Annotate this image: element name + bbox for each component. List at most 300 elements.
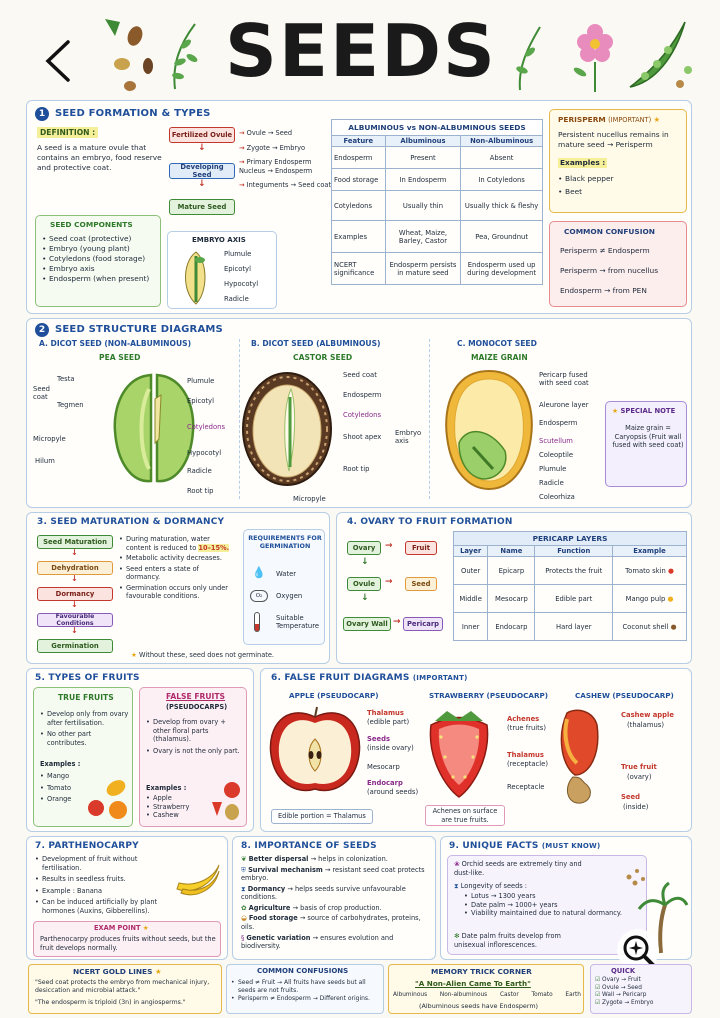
list-item: • Perisperm ≠ Endosperm → Different origins. <box>231 995 381 1003</box>
cell-text: Coconut shell <box>622 622 669 631</box>
mem-word: Castor <box>499 992 519 998</box>
label-epicotyl: Epicotyl <box>187 397 214 405</box>
exam-title: EXAM POINT <box>94 924 141 932</box>
divider <box>429 339 430 499</box>
down-arrow-icon: ↓ <box>198 143 206 153</box>
flow-seed: Seed <box>405 577 437 591</box>
table-header: Albuminous <box>385 136 461 147</box>
label-plumule: Plumule <box>539 465 567 473</box>
flow-fertilized-ovule: Fertilized Ovule <box>169 127 235 143</box>
quick-item: Ovary → Fruit <box>602 977 641 983</box>
back-icon[interactable] <box>36 36 76 86</box>
strawberry-title: STRAWBERRY (PSEUDOCARP) <box>429 691 549 700</box>
flow-dehydration: Dehydration <box>37 561 113 575</box>
req-oxygen: Oxygen <box>276 592 303 600</box>
table-row <box>332 221 543 253</box>
table-cell: Protects the fruit <box>535 557 613 585</box>
check-icon: ☑ <box>595 992 601 999</box>
list-item: • Beet <box>558 187 614 197</box>
list-item: • Cotyledons (food storage) <box>42 254 160 264</box>
section-ovary-fruit <box>336 512 692 664</box>
diagram-a-sub: PEA SEED <box>99 353 141 362</box>
check-icon: ☑ <box>595 999 601 1006</box>
section-false-fruit-diagrams <box>260 668 692 832</box>
definition-text: A seed is a mature ovule that contains an embryo, food reserve and protective coat. <box>37 143 162 172</box>
item-key: Food storage <box>248 914 298 923</box>
diagram-b-title: B. DICOT SEED (ALBUMINOUS) <box>251 339 381 348</box>
right-arrow-icon: → <box>393 617 401 627</box>
label-sub: (receptacle) <box>507 760 549 768</box>
list-item: • Example : Banana <box>35 887 175 896</box>
shield-icon: ⛨ <box>241 865 246 874</box>
banana-icon <box>173 859 223 899</box>
header <box>0 0 720 96</box>
flow-seed-maturation: Seed Maturation <box>37 535 113 549</box>
fact-text: Date palm fruits develop from unisexual inflorescences. <box>454 932 561 949</box>
req-water: Water <box>276 570 297 578</box>
label-micropyle: Micropyle <box>293 495 326 503</box>
false-fruits-box <box>139 687 247 827</box>
true-fruits-list <box>40 710 130 747</box>
label-testa: Testa <box>57 375 75 383</box>
item-text: → source of carbohydrates, proteins, oils. <box>241 914 421 931</box>
flow-note: Zygote → Embryo <box>246 143 306 152</box>
list-item: • Orange <box>40 795 71 804</box>
note-text: Maize grain = Caryopsis (Fruit wall fused with seed coat) <box>612 424 684 450</box>
true-ex-label: Examples : <box>40 760 81 768</box>
mem-words <box>393 992 581 998</box>
confusion-line: Endosperm → from PEN <box>560 286 647 295</box>
table-cell: Present <box>385 147 461 169</box>
albuminous-table-wrap <box>331 119 543 307</box>
seed-components-box <box>35 215 161 307</box>
table-row <box>332 253 543 285</box>
table-cell: Absent <box>461 147 543 169</box>
label-endosperm: Endosperm <box>539 419 578 427</box>
cell-text: Mango pulp <box>625 594 666 603</box>
components-list <box>42 234 160 284</box>
label-seeds: Seeds <box>367 735 391 743</box>
item-key: Genetic variation <box>246 933 311 942</box>
list-item: • Ovary is not the only part. <box>146 747 242 756</box>
section-title: 7. PARTHENOCARPY <box>35 841 139 851</box>
label-micropyle: Micropyle <box>33 435 66 443</box>
list-item: • Seed coat (protective) <box>42 234 160 244</box>
item-text: → basis of crop production. <box>292 903 382 912</box>
apple-diagram-icon <box>265 703 365 797</box>
seeds-leaves-decoration-icon <box>100 14 210 94</box>
section-title: SEED FORMATION & TYPES <box>55 108 211 119</box>
flow-developing-seed: Developing Seed <box>169 163 235 179</box>
list-item: • Develop only from ovary after fertilisation. <box>40 710 130 727</box>
bullet-text: During maturation, water content is reduced to <box>126 535 210 552</box>
list-item: • Seed ≠ Fruit → All fruits have seeds but all seeds are not fruits. <box>231 979 381 995</box>
flow-right-notes: → Ovule → Seed → Zygote → Embryo → Primary Endosperm Nucleus → Endosperm → Integuments → Seed coat <box>239 129 332 190</box>
label-shoot-apex: Shoot apex <box>343 433 382 441</box>
right-arrow-icon: → <box>385 541 393 551</box>
confusion-title: COMMON CONFUSION <box>564 227 655 236</box>
quick-item: Ovule → Seed <box>602 984 642 991</box>
label-achenes: Achenes <box>507 715 540 723</box>
list-item: • Black pepper <box>558 174 614 184</box>
table-row <box>332 191 543 221</box>
table-header: Feature <box>332 136 386 147</box>
flow-germination: Germination <box>37 639 113 653</box>
diagram-a-title: A. DICOT SEED (NON-ALBUMINOUS) <box>39 339 192 348</box>
section-maturation <box>26 512 330 664</box>
item-text: → ensures evolution and biodiversity. <box>241 933 394 951</box>
table-row <box>454 585 687 613</box>
exam-point-box <box>33 921 221 957</box>
leaf-icon: ❦ <box>241 855 247 863</box>
flow-note: Integuments → Seed coat <box>246 181 332 190</box>
flow-ovary-wall: Ovary Wall <box>343 617 391 631</box>
list-item: • Results in seedless fruits. <box>35 875 175 884</box>
down-arrow-icon: ↓ <box>71 548 78 557</box>
true-fruits-title: TRUE FRUITS <box>58 693 114 702</box>
list-item: • Metabolic activity decreases. <box>119 554 235 563</box>
table-cell <box>613 585 687 613</box>
table-cell <box>613 613 687 641</box>
label-sub: (true fruits) <box>507 724 547 732</box>
star-icon: ★ <box>653 115 661 124</box>
strawberry-diagram-icon <box>421 707 495 801</box>
item-key: Better dispersal <box>248 855 309 863</box>
axis-label: Epicotyl <box>224 265 251 273</box>
table-header: Example <box>613 546 687 557</box>
cashew-diagram-icon <box>553 705 609 815</box>
flow-mature-seed: Mature Seed <box>169 199 235 215</box>
section-title: 3. SEED MATURATION & DORMANCY <box>37 517 225 527</box>
list-item: • Date palm → 1000+ years <box>464 901 646 910</box>
castor-seed-diagram-icon <box>237 367 337 493</box>
item-text: → resistant seed coat protects embryo. <box>241 865 425 883</box>
wheat-icon: ✿ <box>241 903 247 912</box>
page-title: SEEDS <box>225 9 497 93</box>
table-row <box>454 613 687 641</box>
table-cell: Hard layer <box>535 613 613 641</box>
false-fruits-title: FALSE FRUITS <box>166 692 226 701</box>
star-icon: ★ <box>142 924 149 932</box>
label-endosperm: Endosperm <box>343 391 382 399</box>
mem-word: Albuminous <box>393 992 428 998</box>
flow-ovule: Ovule <box>347 577 381 591</box>
label-coleorhiza: Coleorhiza <box>539 493 575 501</box>
quick-item: Zygote → Embryo <box>602 999 654 1006</box>
diagram-b-sub: CASTOR SEED <box>293 353 353 362</box>
table-cell: Usually thick & fleshy <box>461 191 543 221</box>
section-title: SEED STRUCTURE DIAGRAMS <box>55 324 223 335</box>
label-seed-coat: Seed coat <box>33 385 50 402</box>
label-radicle: Radicle <box>187 467 212 475</box>
down-arrow-icon: ↓ <box>361 593 369 603</box>
diagram-c-sub: MAIZE GRAIN <box>471 353 528 362</box>
label-root-tip: Root tip <box>343 465 370 473</box>
label-hilum: Hilum <box>35 457 55 465</box>
albuminous-table <box>331 135 543 285</box>
list-item: • Seed enters a state of dormancy. <box>119 565 235 582</box>
star-icon: ★ <box>155 967 162 976</box>
star-icon: ★ <box>612 407 619 415</box>
table-cell <box>613 557 687 585</box>
common-confusions-box <box>226 964 384 1014</box>
list-item: • Lotus → 1300 years <box>464 892 646 901</box>
label-seed: Seed <box>621 793 640 801</box>
true-fruits-box <box>33 687 133 827</box>
table-header: Name <box>488 546 535 557</box>
label-thalamus: Thalamus <box>507 751 544 759</box>
down-arrow-icon: ↓ <box>71 626 78 635</box>
fact-text: Orchid seeds are extremely tiny and dust-like. <box>454 860 582 877</box>
list-item <box>119 535 235 552</box>
section-title: 9. UNIQUE FACTS <box>449 841 539 851</box>
tomato-icon: ● <box>667 566 674 575</box>
table-cell: NCERT significance <box>332 253 386 285</box>
table-cell: Usually thin <box>385 191 461 221</box>
special-note-box <box>605 401 687 487</box>
note-title: SPECIAL NOTE <box>620 407 676 415</box>
item-text: → helps in colonization. <box>310 855 388 863</box>
table-row <box>454 557 687 585</box>
ncert-gold-lines-box <box>28 964 222 1014</box>
flow-note: Primary Endosperm Nucleus → Endosperm <box>239 158 313 175</box>
label-tegmen: Tegmen <box>57 401 84 409</box>
pericarp-table-wrap <box>453 531 687 641</box>
label-aleurone: Aleurone layer <box>539 401 589 409</box>
section-seed-structure <box>26 318 692 508</box>
false-fruits-list <box>146 718 242 755</box>
true-ex-list <box>40 772 71 804</box>
item-text: → helps seeds survive unfavourable conditions. <box>241 884 406 902</box>
thermometer-icon <box>254 612 260 632</box>
axis-label: Plumule <box>224 250 252 258</box>
list-item: • Embryo (young plant) <box>42 244 160 254</box>
label-root-tip: Root tip <box>187 487 214 495</box>
table-cell: In Endosperm <box>385 169 461 191</box>
diagram-c-title: C. MONOCOT SEED <box>457 339 537 348</box>
check-icon: ☑ <box>595 977 601 983</box>
table-cell: Food storage <box>332 169 386 191</box>
perisperm-tag: (IMPORTANT) <box>608 116 652 124</box>
label-cotyledons: Cotyledons <box>343 411 381 419</box>
table-header-row <box>454 546 687 557</box>
fruits-illustration-icon <box>82 778 132 822</box>
false-ex-list <box>146 794 189 820</box>
bowl-icon: ◒ <box>241 914 247 923</box>
section-number-badge: 1 <box>35 107 49 121</box>
table-header-row <box>332 136 543 147</box>
strawberry-note: Achenes on surface are true fruits. <box>425 805 505 826</box>
cell-text: Tomato skin <box>625 566 666 575</box>
section-types-of-fruits <box>26 668 254 832</box>
label-cotyledons: Cotyledons <box>187 423 225 431</box>
label-sub: (inside ovary) <box>367 744 414 752</box>
label-sub: (edible part) <box>367 718 410 726</box>
mem-title: MEMORY TRICK CORNER <box>431 967 532 976</box>
table-cell: Epicarp <box>488 557 535 585</box>
section-title: 8. IMPORTANCE OF SEEDS <box>241 841 377 851</box>
section-title: 6. FALSE FRUIT DIAGRAMS <box>271 673 410 683</box>
section-tag: (IMPORTANT) <box>412 674 468 682</box>
parthenocarpy-list <box>35 855 175 915</box>
list-item: • Strawberry <box>146 803 189 812</box>
confusion-line: Perisperm → from nucellus <box>560 266 659 275</box>
definition-label: DEFINITION : <box>37 127 98 138</box>
oxygen-cloud-icon: O₂ <box>250 590 268 602</box>
flow-dormancy: Dormancy <box>37 587 113 601</box>
table-cell: Wheat, Maize, Barley, Castor <box>385 221 461 253</box>
down-arrow-icon: ↓ <box>361 557 369 567</box>
label-thalamus: Thalamus <box>367 709 404 717</box>
table-title: ALBUMINOUS vs NON-ALBUMINOUS SEEDS <box>331 119 543 135</box>
table-cell: Edible part <box>535 585 613 613</box>
water-percentage: 10–15%. <box>198 543 230 552</box>
section-unique-facts <box>440 836 692 960</box>
section-seed-formation <box>26 100 692 314</box>
flow-fruit: Fruit <box>405 541 437 555</box>
table-header: Layer <box>454 546 488 557</box>
pea-seed-diagram-icon <box>109 369 199 489</box>
label-mesocarp: Mesocarp <box>367 763 400 771</box>
label-scutellum: Scutellum <box>539 437 573 445</box>
embryo-axis-title: EMBRYO AXIS <box>192 236 246 244</box>
table-cell: Inner <box>454 613 488 641</box>
section-tag: (MUST KNOW) <box>541 842 601 850</box>
table-cell: Examples <box>332 221 386 253</box>
section-number-badge: 2 <box>35 323 49 337</box>
list-item: • Viability maintained due to natural dormancy. <box>464 909 646 918</box>
list-item: • No other part contributes. <box>40 730 130 747</box>
list-item: • Development of fruit without fertilisation. <box>35 855 175 872</box>
components-title: SEED COMPONENTS <box>50 220 133 229</box>
quick-item: Wall → Pericarp <box>602 992 647 999</box>
mem-word: Non-albuminous <box>439 992 488 998</box>
mem-phrase: "A Non-Alien Came To Earth" <box>415 979 531 988</box>
list-item: • Cashew <box>146 811 189 820</box>
memory-trick-box <box>388 964 584 1014</box>
conf-list <box>231 979 381 1002</box>
perisperm-title: PERISPERM <box>558 115 606 124</box>
table-cell: Middle <box>454 585 488 613</box>
maize-grain-diagram-icon <box>439 367 539 493</box>
list-item: • Embryo axis <box>42 264 160 274</box>
importance-list <box>241 855 433 951</box>
quick-revision-box <box>590 964 692 1014</box>
germination-requirements-box <box>243 529 325 645</box>
mem-word: Tomato <box>531 992 553 998</box>
mem-note: (Albuminous seeds have Endosperm) <box>419 1002 539 1010</box>
label-pericarp: Pericarp fused with seed coat <box>539 371 589 388</box>
axis-label: Radicle <box>224 295 249 303</box>
orchid-icon: ❀ <box>454 860 460 868</box>
perisperm-ex-label: Examples : <box>560 158 606 167</box>
water-drop-icon: 💧 <box>252 566 266 579</box>
flow-ovary: Ovary <box>347 541 381 555</box>
false-ex-label: Examples : <box>146 784 187 792</box>
table-cell: Endosperm persists in mature seed <box>385 253 461 285</box>
quick-title: QUICK <box>611 967 636 975</box>
table-row <box>332 147 543 169</box>
list-item: • Germination occurs only under favourable conditions. <box>119 584 235 601</box>
label-sub: (around seeds) <box>367 788 419 796</box>
section-importance <box>232 836 436 960</box>
embryo-axis-box <box>167 231 277 309</box>
check-icon: ☑ <box>595 984 601 991</box>
ncert-line: "The endosperm is triploid (3n) in angiosperms." <box>35 999 186 1006</box>
label-receptacle: Receptacle <box>507 783 545 791</box>
flow-favourable: Favourable Conditions <box>37 613 113 627</box>
table-title: PERICARP LAYERS <box>453 531 687 545</box>
label-embryo-axis: Embryo axis <box>395 429 422 446</box>
label-hypocotyl: Hypocotyl <box>187 449 222 457</box>
apple-title: APPLE (PSEUDOCARP) <box>289 691 379 700</box>
list-item: • Apple <box>146 794 189 803</box>
flower-peapod-decoration-icon <box>500 12 700 96</box>
coconut-icon: ● <box>670 622 677 631</box>
label-sub: (ovary) <box>627 773 652 781</box>
embryo-axis-illustration-icon <box>178 248 218 308</box>
table-cell: In Cotyledons <box>461 169 543 191</box>
list-item: • Tomato <box>40 784 71 793</box>
mango-icon: ● <box>667 594 674 603</box>
table-cell: Outer <box>454 557 488 585</box>
apple-note: Edible portion = Thalamus <box>271 809 373 824</box>
down-arrow-icon: ↓ <box>198 179 206 189</box>
label-seed-coat: Seed coat <box>343 371 377 379</box>
flow-note: Ovule → Seed <box>246 129 293 137</box>
table-cell: Cotyledons <box>332 191 386 221</box>
conf-title: COMMON CONFUSIONS <box>257 967 349 975</box>
table-cell: Pea, Groundnut <box>461 221 543 253</box>
section-title: 5. TYPES OF FRUITS <box>35 673 140 683</box>
list-item: • Develop from ovary + other floral parts (thalamus). <box>146 718 242 744</box>
list-item: • Endosperm (when present) <box>42 274 160 284</box>
ncert-title: NCERT GOLD LINES <box>73 967 153 976</box>
axis-label: Hypocotyl <box>224 280 259 288</box>
common-confusion-box <box>549 221 687 307</box>
table-cell: Mesocarp <box>488 585 535 613</box>
label-endocarp: Endocarp <box>367 779 403 787</box>
label-cashew-apple: Cashew apple <box>621 711 674 719</box>
flow-pericarp: Pericarp <box>403 617 443 631</box>
perisperm-text: Persistent nucellus remains in mature seed → Perisperm <box>558 130 669 149</box>
right-arrow-icon: → <box>385 577 393 587</box>
label-radicle: Radicle <box>539 479 564 487</box>
label-sub: (thalamus) <box>627 721 664 729</box>
item-key: Survival mechanism <box>248 865 323 874</box>
label-coleoptile: Coleoptile <box>539 451 574 459</box>
table-row <box>332 169 543 191</box>
down-arrow-icon: ↓ <box>71 600 78 609</box>
maturation-bullets <box>119 535 235 601</box>
dna-icon: § <box>241 933 245 942</box>
list-item: • Can be induced artificially by plant hormones (Auxins, Gibberellins). <box>35 898 175 915</box>
table-cell: Endocarp <box>488 613 535 641</box>
confusion-line: Perisperm ≠ Endosperm <box>560 246 650 255</box>
req-temperature: Suitable Temperature <box>276 614 320 631</box>
item-key: Agriculture <box>248 903 291 912</box>
hourglass-icon: ⧗ <box>241 884 246 893</box>
perisperm-examples <box>558 174 614 197</box>
section-parthenocarpy <box>26 836 228 960</box>
pericarp-table <box>453 545 687 641</box>
table-cell: Endosperm used up during development <box>461 253 543 285</box>
mem-word: Earth <box>565 992 581 998</box>
table-cell: Endosperm <box>332 147 386 169</box>
table-header: Function <box>535 546 613 557</box>
label-sub: (inside) <box>623 803 649 811</box>
req-title: REQUIREMENTS FOR GERMINATION <box>248 534 322 551</box>
